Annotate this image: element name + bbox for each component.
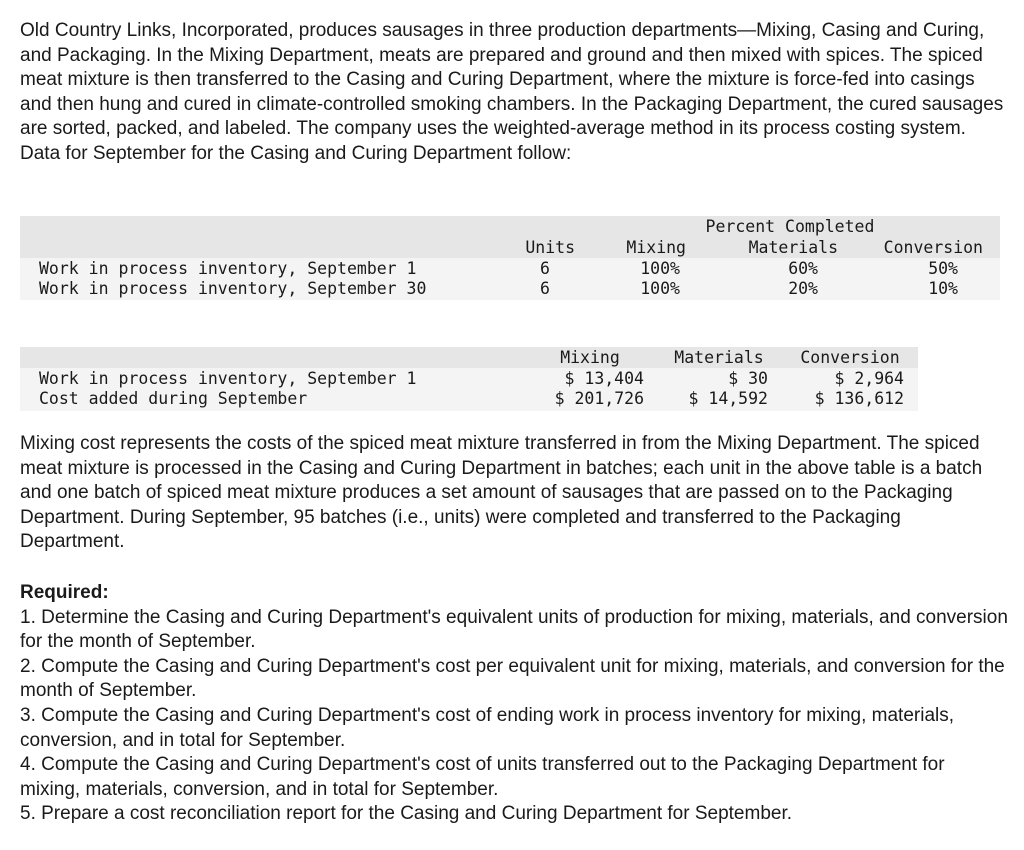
units-percent-table bbox=[20, 216, 1000, 300]
conversion-percent: 50% bbox=[928, 259, 958, 278]
mixing-percent: 100% bbox=[640, 259, 680, 278]
materials-percent: 60% bbox=[788, 259, 818, 278]
row-label: Work in process inventory, September 1 bbox=[39, 369, 417, 388]
required-item: 4. Compute the Casing and Curing Department's cost of units transferred out to the Packaging Department for mixing, materials, conversion, and in total for September. bbox=[20, 754, 945, 800]
mixing-percent: 100% bbox=[640, 279, 680, 298]
materials-col-header: Materials bbox=[748, 238, 838, 257]
required-item: 1. Determine the Casing and Curing Department's equivalent units of production for mixing, materials, and conversion for the month of September. bbox=[20, 606, 1008, 653]
required-section bbox=[20, 581, 1010, 827]
mixing-col-header: Mixing bbox=[626, 238, 686, 257]
conversion-cost-value: $ 136,612 bbox=[814, 389, 904, 408]
materials-cost-value: $ 14,592 bbox=[688, 389, 768, 408]
problem-intro: Old Country Links, Incorporated, produces sausages in three production departments—Mixing, Casing and Curing, and Packaging. In the Mixing Department, meats are prepared and ground and then mixed with spices. The spiced meat mixture is then transferred to the Casing and Curing Department, where the mixture is force-fed into casings and then hung and cured in climate-controlled smoking chambers. In the Packaging Department, the cured sausages are sorted, packed, and labeled. The company uses the weighted-average method in its process costing system. Data for September for the Casing and Curing Department follow: bbox=[20, 20, 1004, 164]
row-label: Work in process inventory, September 1 bbox=[39, 259, 417, 278]
required-item: 3. Compute the Casing and Curing Department's cost of ending work in process inventory for mixing, materials, conversion, and in total for September. bbox=[20, 704, 955, 751]
row-label: Cost added during September bbox=[39, 389, 308, 408]
row-label: Work in process inventory, September 30 bbox=[39, 279, 427, 298]
conversion-cost-header: Conversion bbox=[800, 348, 900, 367]
required-item: 2. Compute the Casing and Curing Department's cost per equivalent unit for mixing, materials, and conversion for the month of September. bbox=[20, 655, 1005, 702]
conversion-col-header: Conversion bbox=[883, 238, 983, 257]
cost-data-table bbox=[20, 347, 918, 411]
required-item: 5. Prepare a cost reconciliation report for the Casing and Curing Department for September. bbox=[20, 803, 793, 825]
conversion-percent: 10% bbox=[928, 279, 958, 298]
materials-cost-header: Materials bbox=[674, 348, 764, 367]
materials-percent: 20% bbox=[788, 279, 818, 298]
mixing-cost-value: $ 201,726 bbox=[554, 389, 644, 408]
mixing-cost-value: $ 13,404 bbox=[564, 369, 644, 388]
units-value: 6 bbox=[540, 259, 550, 278]
units-value: 6 bbox=[540, 279, 550, 298]
mixing-cost-header: Mixing bbox=[560, 348, 620, 367]
materials-cost-value: $ 30 bbox=[728, 369, 768, 388]
cost-table-header-band bbox=[20, 347, 918, 368]
mixing-cost-note: Mixing cost represents the costs of the spiced meat mixture transferred in from the Mixing Department. The spiced meat mixture is processed in the Casing and Curing Department in batches; each unit in the above table is a batch and one batch of spiced meat mixture produces a set amount of sausages that are passed on to the Packaging Department. During September, 95 batches (i.e., units) were completed and transferred to the Packaging Department. bbox=[20, 433, 983, 553]
conversion-cost-value: $ 2,964 bbox=[834, 369, 904, 388]
percent-completed-header: Percent Completed bbox=[705, 217, 875, 236]
required-heading: Required: bbox=[20, 582, 109, 603]
units-col-header: Units bbox=[525, 238, 575, 257]
